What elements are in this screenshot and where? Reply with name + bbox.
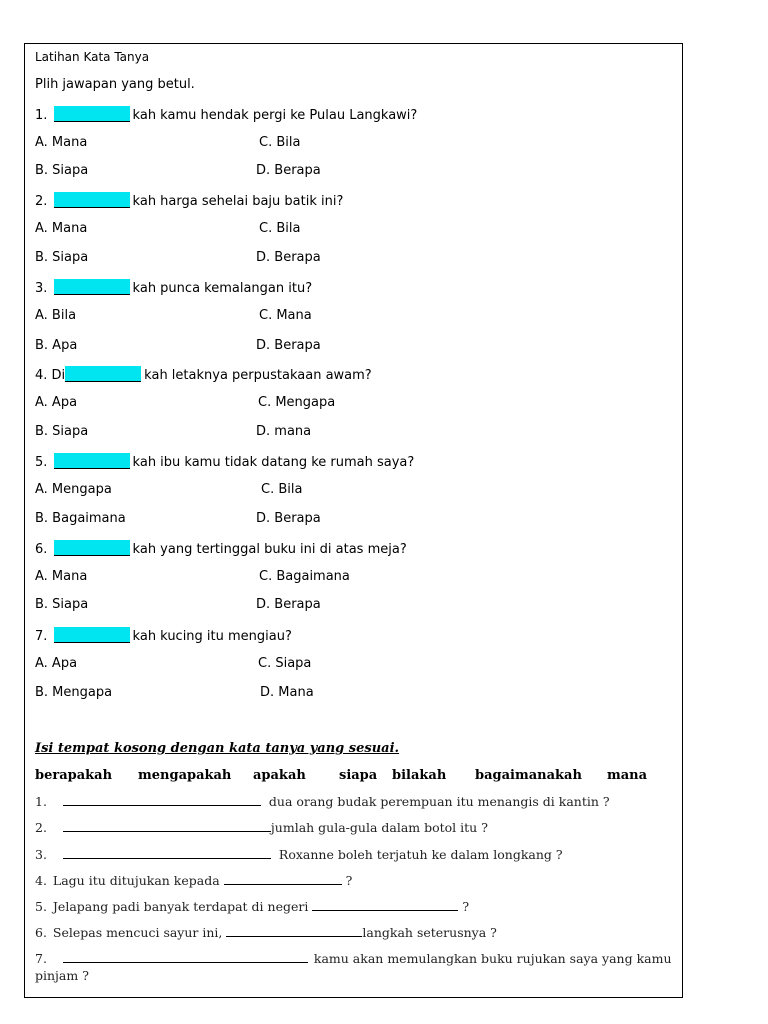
option-b[interactable]: B. Apa <box>35 338 78 353</box>
option-c[interactable]: C. Bila <box>259 221 301 236</box>
option-b[interactable]: B. Siapa <box>35 163 89 178</box>
option-c[interactable]: C. Bila <box>259 135 301 150</box>
option-b[interactable]: B. Siapa <box>35 597 89 612</box>
question-number: 3. <box>35 281 48 296</box>
word-bank-item: siapa <box>339 768 378 783</box>
fill-blank[interactable] <box>312 899 458 911</box>
option-c[interactable]: C. Siapa <box>258 656 312 671</box>
question-text: kah kucing itu mengiau? <box>132 629 292 644</box>
option-c[interactable]: C. Mana <box>259 308 312 323</box>
fill-item-7: 7. kamu akan memulangkan buku rujukan saya yang kamu <box>35 951 672 966</box>
option-c[interactable]: C. Bila <box>261 482 303 497</box>
fill-blank[interactable] <box>63 820 271 832</box>
answer-blank[interactable] <box>54 453 130 469</box>
question-number: 7. <box>35 629 48 644</box>
answer-blank[interactable] <box>54 627 130 643</box>
question-number: 1. <box>35 108 48 123</box>
question-number: 5. <box>35 455 48 470</box>
instruction: Plih jawapan yang betul. <box>35 77 195 92</box>
question-4 <box>35 366 372 384</box>
option-b[interactable]: B. Bagaimana <box>35 511 126 526</box>
fill-blank[interactable] <box>226 925 362 937</box>
question-3 <box>35 279 312 297</box>
option-b[interactable]: B. Siapa <box>35 424 89 439</box>
option-d[interactable]: D. Berapa <box>256 338 321 353</box>
option-c[interactable]: C. Bagaimana <box>259 569 350 584</box>
question-text: kah harga sehelai baju batik ini? <box>132 194 344 209</box>
option-a[interactable]: A. Mengapa <box>35 482 112 497</box>
answer-blank[interactable] <box>54 540 130 556</box>
question-number: 6. <box>35 542 48 557</box>
option-b[interactable]: B. Mengapa <box>35 685 113 700</box>
fill-blank[interactable] <box>63 794 261 806</box>
answer-blank[interactable] <box>54 106 130 122</box>
fill-item-5: 5. Jelapang padi banyak terdapat di negeri ? <box>35 899 470 914</box>
option-a[interactable]: A. Apa <box>35 395 78 410</box>
option-d[interactable]: D. Berapa <box>256 250 321 265</box>
answer-blank[interactable] <box>54 192 130 208</box>
fill-blank[interactable] <box>63 951 308 963</box>
question-text: kah punca kemalangan itu? <box>132 281 313 296</box>
option-d[interactable]: D. Berapa <box>256 597 321 612</box>
word-bank-item: mana <box>607 768 648 783</box>
question-5 <box>35 453 414 471</box>
answer-blank[interactable] <box>54 279 130 295</box>
question-6 <box>35 540 407 558</box>
fill-item-6: 6. Selepas mencuci sayur ini, langkah seterusnya ? <box>35 925 497 940</box>
fill-item-2: 2. jumlah gula-gula dalam botol itu ? <box>35 820 488 835</box>
fill-item-4: 4. Lagu itu ditujukan kepada ? <box>35 873 353 888</box>
option-a[interactable]: A. Mana <box>35 135 88 150</box>
word-bank-item: bilakah <box>392 768 447 783</box>
fill-item-1: 1. dua orang budak perempuan itu menangis di kantin ? <box>35 794 610 809</box>
option-a[interactable]: A. Bila <box>35 308 77 323</box>
option-a[interactable]: A. Apa <box>35 656 78 671</box>
fill-blank[interactable] <box>224 873 342 885</box>
word-bank-item: apakah <box>253 768 306 783</box>
answer-blank[interactable] <box>65 366 141 382</box>
question-7 <box>35 627 292 645</box>
word-bank-item: bagaimanakah <box>475 768 582 783</box>
option-a[interactable]: A. Mana <box>35 221 88 236</box>
worksheet-title: Latihan Kata Tanya <box>35 50 150 64</box>
word-bank-item: berapakah <box>35 768 113 783</box>
question-prefix: Di <box>51 368 66 383</box>
option-a[interactable]: A. Mana <box>35 569 88 584</box>
option-d[interactable]: D. Berapa <box>256 163 321 178</box>
question-text: kah kamu hendak pergi ke Pulau Langkawi? <box>132 108 418 123</box>
section-heading: Isi tempat kosong dengan kata tanya yang sesuai. <box>35 741 400 756</box>
fill-item-3: 3. Roxanne boleh terjatuh ke dalam longkang ? <box>35 847 563 862</box>
question-2 <box>35 192 343 210</box>
option-d[interactable]: D. Berapa <box>256 511 321 526</box>
option-d[interactable]: D. mana <box>256 424 312 439</box>
fill-blank[interactable] <box>63 847 271 859</box>
question-text: kah letaknya perpustakaan awam? <box>144 368 372 383</box>
fill-item-7-continued: pinjam ? <box>35 968 89 983</box>
word-bank-item: mengapakah <box>138 768 232 783</box>
option-b[interactable]: B. Siapa <box>35 250 89 265</box>
option-d[interactable]: D. Mana <box>260 685 314 700</box>
question-1 <box>35 106 417 124</box>
option-c[interactable]: C. Mengapa <box>258 395 336 410</box>
question-number: 4. <box>35 368 48 383</box>
question-text: kah yang tertinggal buku ini di atas meja? <box>132 542 407 557</box>
question-number: 2. <box>35 194 48 209</box>
question-text: kah ibu kamu tidak datang ke rumah saya? <box>132 455 415 470</box>
